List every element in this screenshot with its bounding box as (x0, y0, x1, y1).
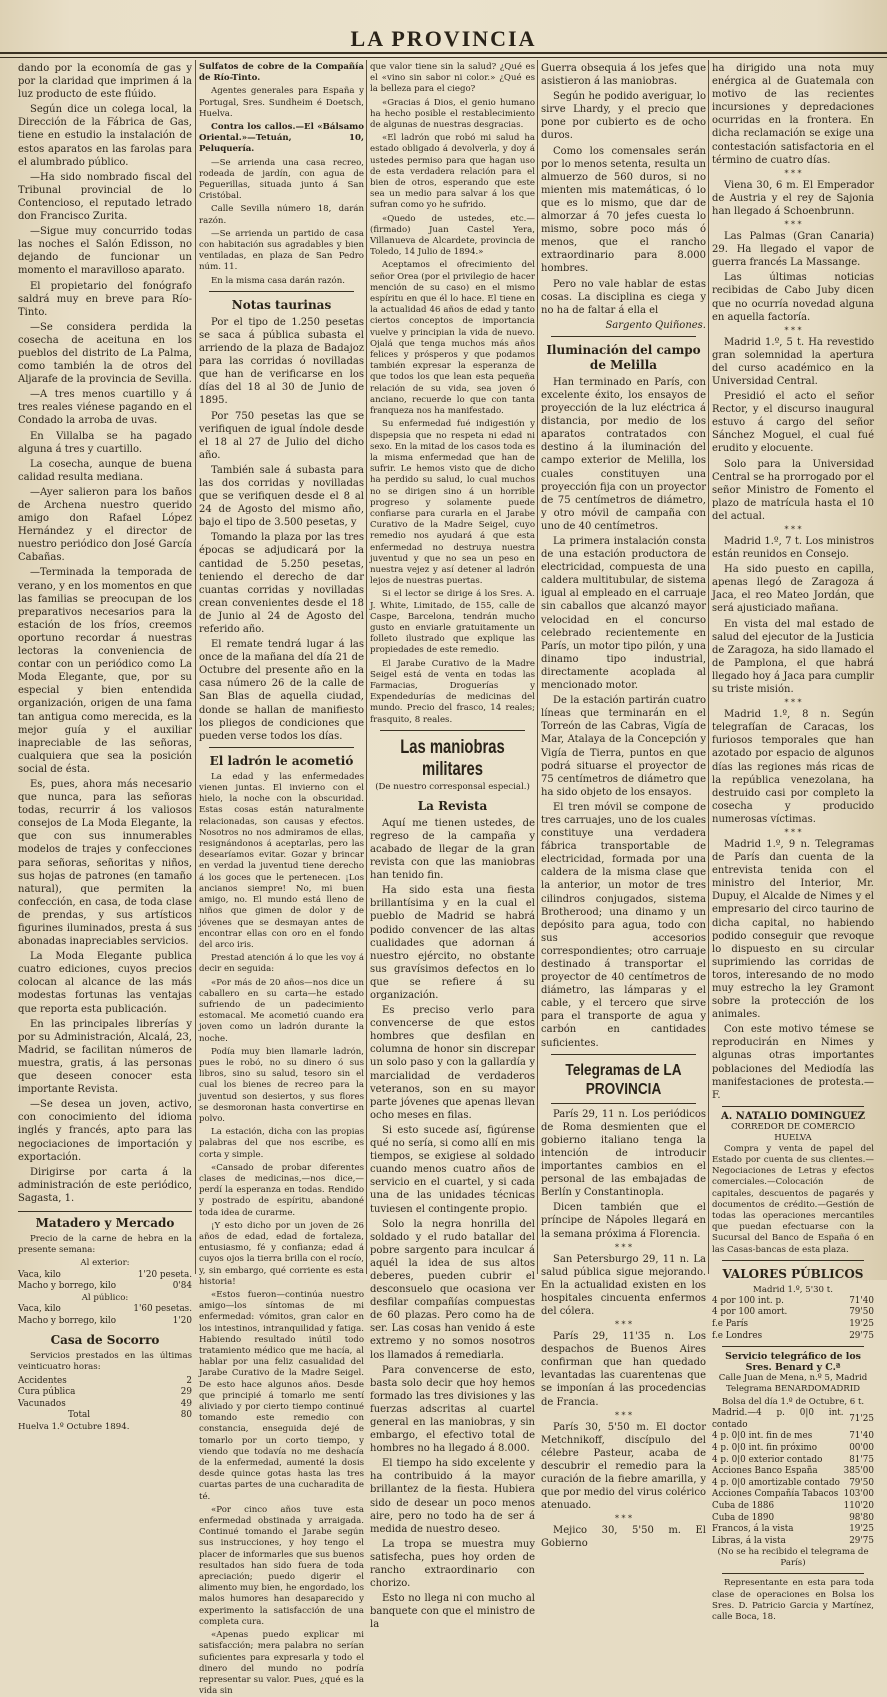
masthead-rule (0, 57, 887, 58)
advert: —Se arrienda una casa recreo, rodeada de jardín, con agua de Peguerillas, situada junto á San Cristóbal. (199, 157, 364, 202)
paragraph: Madrid 1.º, 7 t. Los ministros están reunidos en Consejo. (712, 536, 874, 561)
table-row (712, 1331, 874, 1343)
table-cell: 4 p. 0|0 int. fin próximo (712, 1443, 818, 1454)
table-cell: 19'25 (849, 1319, 874, 1330)
masthead (0, 22, 887, 54)
table-cell: Vaca, kilo (18, 1303, 61, 1314)
paragraph: «El ladrón que robó mi salud ha estado obligado á devolverla, y doy á ustedes permiso para que hagan uso de esta verdadera relación para el bien de otros, esperando que este sea un medio para salvar á los que sufran como yo he sufrido. (370, 133, 535, 211)
table-cell: 4 p. 0|0 int. fin de mes (712, 1431, 813, 1442)
advert: Calle Sevilla número 18, darán razón. (199, 204, 364, 226)
column-separator (537, 60, 538, 1274)
table-cell: Macho y borrego, kilo (18, 1281, 117, 1292)
paragraph: Su enfermedad fué indigestión y dispepsia que no respeta ni edad ni sexo. En la mitad de los casos toda es la misma enfermedad que han de sufrir. Le hemos visto que de dicho ha perdido su salud, lo cual muchos no se dirigen sino á un horrible progreso y solamente puede confiarse para curarla en el Jarabe Curativo de la Madre Seigel, cuyo remedio nos ayudará á que esta enfermedad no destruya nuestra juventud y que no sea un peso en nuestra vejez y así detener al ladrón lejos de nuestras puertas. (370, 419, 535, 587)
paragraph: «Estos fueron—continúa nuestro amigo—los síntomas de mi enfermedad: vómitos, gran calor en los intestinos, intranquilidad y fatiga. Habiendo resultado inútil todo tratamiento médico que me hacía, al hablar por una feliz casualidad del Jarabe Curativo de la Madre Seigel. De esto hace algunos años. Desde que principié á tomarlo me sentí aliviado y por cierto tiempo continué tomando este remedio con constancia, enseguida dejé de tomarlo por un corto tiempo, y viendo que todavía no me deshacía de la enfermedad, aumenté la dosis desde quince gotas hasta las tres cuartas partes de una cucharadita de té. (199, 1290, 364, 1502)
table-cell: 110'20 (843, 1501, 874, 1511)
paragraph: «Cansado de probar diferentes clases de medicinas,—nos dice,—perdí la esperanza en todas. Rendido y postrado de espíritu, abandoné toda idea de curarme. (199, 1162, 364, 1218)
table-cell: 385'00 (843, 1466, 874, 1477)
table-cell: 71'25 (849, 1414, 874, 1425)
section-heading: Servicio telegráfico de los Sres. Benard y C.ª (725, 1351, 861, 1374)
paragraph: Si esto sucede así, figúrense qué no sería, si como allí en mis tiempos, se exigiese al soldado cuando menos cuatro años de servicio en el cuartel, y si cada una de las unidades técnicas tuviesen el contingente propio. (370, 1124, 535, 1215)
paragraph: El propietario del fonógrafo saldrá muy en breve para Río-Tinto. (18, 280, 192, 318)
paragraph: En vista del mal estado de salud del ejecutor de la Justicia de Zaragoza, ha sido llamado el de Pamplona, el que habrá llegado hoy á Jaca para cumplir su triste misión. (712, 618, 874, 696)
table-row (712, 1524, 874, 1536)
separator-stars: * * * (614, 1320, 633, 1330)
section-heading: Notas taurinas (231, 297, 332, 312)
paragraph: En las principales librerías y por su Administración, Alcalá, 23, Madrid, se facilitan números de muestra, gratis, á las personas que deseen conocer esta importante Revista. (18, 1018, 192, 1096)
subheading: Al público: (81, 1292, 129, 1303)
divider (551, 1054, 696, 1055)
stats-table (18, 1376, 192, 1422)
table-row (712, 1501, 874, 1513)
paragraph: Las Palmas (Gran Canaria) 29. Ha llegado el vapor de guerra francés La Massange. (712, 231, 874, 269)
table-cell: 0'84 (172, 1281, 192, 1292)
separator-stars: * * * (784, 698, 802, 708)
divider (551, 336, 696, 337)
table-row (712, 1466, 874, 1478)
column-1 (18, 62, 192, 1432)
table-cell: 103'00 (843, 1489, 874, 1500)
paragraph: El Jarabe Curativo de la Madre Seigel está de venta en todas las Farmacias, Droguerías y Expendedurías de medicinas del mundo. Precio del frasco, 14 reales; frasquito, 8 reales. (370, 658, 535, 725)
paragraph: Es preciso verlo para convencerse de que estos hombres que desfilan en columna de honor sin discrepar un solo paso y con la gallardía y marcialidad de verdaderos veteranos, son en su mayor parte jóvenes que apenas llevan ocho meses en filas. (370, 1005, 535, 1121)
divider (722, 1106, 864, 1107)
subheading: La Revista (417, 798, 488, 813)
table-cell: 29'75 (849, 1330, 874, 1341)
table-cell: 29 (180, 1387, 192, 1398)
advert: En la misma casa darán razón. (211, 275, 345, 286)
paragraph: Es, pues, ahora más necesario que nunca, para las señoras todas, recurrir á los valiosos consejos de La Moda Elegante, la que con sus innumerables modelos de trajes y confecciones para señoras, señoritas y niños, sus hojas de patrones (en tamaño natural), que permiten la confección, en casa, de toda clase de prendas, y sus artísticos figurines iluminados, presta á sus abonadas inapreciables servicios. (18, 778, 192, 948)
advert: Agentes generales para España y Portugal, Sres. Sundheim é Doetsch, Huelva. (199, 86, 364, 119)
paragraph: La primera instalación consta de una estación productora de electricidad, compuesta de una caldera multitubular, de sistema igual al empleado en el carruaje sin caballos que alcanzó mayor velocidad en el concurso celebrado recientemente en París, un motor tipo pilón, y una dinamo tipo industrial, directamente acoplada al mencionado motor. (541, 536, 706, 692)
table-cell: Acciones Compañía Tabacos (712, 1489, 839, 1500)
section-heading: Matadero y Mercado (18, 1211, 192, 1231)
advert-title: CORREDOR DE COMERCIO (730, 1121, 856, 1132)
table-row (18, 1270, 192, 1282)
paragraph: También sale á subasta para las dos corridas y novilladas que se verifiquen desde el 8 al 24 de Agosto del mismo año, bajo el tipo de 3.500 pesetas, y (199, 464, 364, 529)
column-4 (541, 62, 706, 1550)
paragraph: —Se desea un joven, activo, con conocimiento del idioma inglés y francés, apto para las negociaciones de importación y exportación. (18, 1099, 192, 1163)
divider (722, 1346, 864, 1347)
table-cell: Francos, á la vista (712, 1524, 794, 1535)
table-cell: 00'00 (849, 1443, 874, 1454)
paragraph: Aceptamos el ofrecimiento del señor Orea (por el privilegio de hacer mención de su caso) en el mismo espíritu en que él lo hace. El tiene en la actualidad 46 años de edad y tanto ciertos conceptos de importancia vuelve y principian la vida de nuevo. Ojalá que tenga muchos más años felices y prósperos y que podamos también expresar la esperanza de que todos los que lean esta pequeña relación de su vida, sea joven ó anciano, recuerde lo que con tanta franqueza nos ha manifestado. (370, 260, 535, 417)
table-row (18, 1281, 192, 1293)
table-row (712, 1443, 874, 1455)
separator-stars: * * * (784, 827, 802, 837)
separator-stars: * * * (784, 168, 802, 178)
paragraph: Madrid 1.º, 8 n. Según telegrafían de Caracas, los furiosos temporales que han azotado por espacio de algunos días las regiones más ricas de la república venezolana, ha destruido casi por completo la cosecha y producido numerosas víctimas. (712, 709, 874, 825)
paragraph: Aquí me tienen ustedes, de regreso de la campaña y acabado de llegar de la gran revista con que las maniobras han tenido fin. (370, 817, 535, 882)
paragraph: Solo la negra honrilla del soldado y el rudo batallar del pobre sargento para inculcar á aquél la idea de sus altos deberes, pueden cubrir el desconsuelo que ocasiona ver desfilar compañías compuestas de 60 plazas. Pero como ha de ser. Las cosas han venido á este extremo y no somos nosotros los llamados á remediarla. (370, 1218, 535, 1361)
column-2 (199, 62, 364, 1697)
paragraph: Pero no vale hablar de estas cosas. La disciplina es ciega y no ha de faltar á ella el (541, 278, 706, 316)
paragraph: Servicios prestados en las últimas veinticuatro horas: (18, 1351, 192, 1373)
paragraph: Según he podido averiguar, lo sirve Lhardy, y el precio que pone por cubierto es de ocho duros. (541, 91, 706, 142)
divider (722, 1573, 864, 1574)
table-row (712, 1431, 874, 1443)
table-cell: 49 (180, 1398, 192, 1409)
section-heading: Las maniobras militares (400, 736, 505, 780)
paragraph: ¡Y esto dicho por un joven de 26 años de edad, edad de fortaleza, entusiasmo, fé y confianza; edad á cuyos ojos la tierra brilla con el rocío, y, sin embargo, qué corriente es esta historia! (199, 1220, 364, 1287)
table-cell: Macho y borrego, kilo (18, 1315, 117, 1326)
table-cell: Vaca, kilo (18, 1269, 61, 1280)
column-separator (195, 60, 196, 1274)
service-telegram: Telegrama BENARDOMADRID (725, 1384, 861, 1395)
table-cell: 4 p. 0|0 exterior contado (712, 1454, 823, 1465)
table-row (712, 1408, 874, 1431)
paragraph: Mejico 30, 5'50 m. El Gobierno (541, 1525, 706, 1550)
paragraph: dando por la economía de gas y por la claridad que imprimen á la luz producto de este flúido. (18, 63, 192, 101)
divider (551, 1103, 696, 1104)
separator-stars: * * * (784, 525, 802, 534)
paragraph: La tropa se muestra muy satisfecha, pues hoy orden de rancho extraordinario con chorizo. (370, 1538, 535, 1590)
table-cell: 29'75 (849, 1535, 874, 1546)
section-heading: Casa de Socorro (50, 1333, 160, 1348)
paragraph: De la estación partirán cuatro líneas que terminarán en el Torreón de las Cabras, Vigía de Mar, Atalaya de la Concepción y Vigía de Tierra, puntos en que podrá situarse el proyector de 75 centímetros de diámetro que ha sido objeto de los ensayos. (541, 695, 706, 798)
paragraph: Por el tipo de 1.250 pesetas se saca á pública subasta el arriendo de la plaza de Badajoz para las corridas ó novilladas que han de verificarse en los días del 18 al 30 de Junio de 1895. (199, 316, 364, 407)
paragraph: Ha sido puesto en capilla, apenas llegó de Zaragoza á Jaca, el reo Mateo Jordán, que será ajusticiado mañana. (712, 564, 874, 615)
valores-date: Madrid 1.º, 5'30 t. (753, 1284, 833, 1295)
paragraph: —Ayer salieron para los baños de Archena nuestro querido amigo don Rafael López Hernández y el director de nuestro periódico don José García Cabañas. (18, 486, 192, 564)
paragraph: La cosecha, aunque de buena calidad resulta mediana. (18, 458, 192, 483)
table-cell: 1'60 pesetas. (133, 1303, 192, 1314)
paragraph: Dicen también que el príncipe de Nápoles llegará en la semana próxima á Florencia. (541, 1202, 706, 1240)
paragraph: Para convencerse de esto, basta solo decir que hoy hemos formado las tres divisiones y las fuerzas adscritas al cuartel general en las maniobras, y sin embargo, el efectivo total de hombres no ha llegado á 8.000. (370, 1364, 535, 1455)
table-row (712, 1513, 874, 1525)
service-address: Calle Juan de Mena, n.º 5, Madrid (718, 1373, 868, 1384)
dateline: Huelva 1.º Octubre 1894. (18, 1421, 130, 1432)
paragraph: El tren móvil se compone de tres carruajes, uno de los cuales constituye una verdadera fábrica transportable de electricidad, formada por una caldera de la misma clase que la anterior, un motor de tres cilindros conjugados, sistema Brotherood; una dinamo y un depósito para agua, todo con sus accesorios correspondientes; otro carruaje destinado á transportar el proyector de 40 centímetros de diámetro, las lámparas y el cable, y el tercero que sirve para el transporte de agua y carbón en cantidades suficientes. (541, 801, 706, 1049)
table-cell: 71'40 (849, 1295, 874, 1306)
paragraph: París 30, 5'50 m. El doctor Metchnikoff, discípulo del célebre Pasteur, acaba de descubrir el remedio para la curación de la fiebre amarilla, y que por medio del virus colérico atenuado. (541, 1421, 706, 1512)
table-cell: 4 p. 0|0 amortizable contado (712, 1477, 840, 1488)
table-row (712, 1296, 874, 1308)
table-row (18, 1376, 192, 1388)
divider (380, 730, 525, 731)
table-cell: Libras, á la vista (712, 1535, 786, 1546)
paragraph: Prestad atención á lo que les voy á decir en seguida: (199, 953, 364, 975)
price-table (18, 1304, 192, 1327)
table-cell: 1'20 (172, 1315, 192, 1326)
paragraph: «Gracias á Dios, el genio humano ha hecho posible el restablecimiento de algunas de nuestras desgracias. (370, 97, 535, 131)
advert-city: HUELVA (774, 1132, 812, 1143)
paragraph: Tomando la plaza por las tres épocas se adjudicará por la cantidad de 5.250 pesetas, teniendo el derecho de dar cuantas corridas y novilladas crean convenientes desde el 18 de Junio al 24 de Agosto del referido año. (199, 532, 364, 636)
column-5 (712, 62, 874, 1622)
paragraph: Presidió el acto el señor Rector, y el discurso inaugural estuvo á cargo del señor Sánchez Moguel, el cual fué erudito y elocuente. (712, 391, 874, 455)
table-cell: 4 por 100 int. p. (712, 1295, 784, 1306)
separator-stars: * * * (784, 325, 802, 335)
divider (209, 747, 354, 748)
column-3 (370, 62, 535, 1631)
separator-stars: * * * (614, 1242, 633, 1252)
divider (209, 291, 354, 292)
paragraph: —Se considera perdida la cosecha de aceituna en los pueblos del distrito de La Palma, como también la de otros del Aljarafe de la provincia de Sevilla. (18, 321, 192, 386)
separator-stars: * * * (614, 1410, 633, 1420)
section-heading: VALORES PÚBLICOS (722, 1266, 864, 1281)
paragraph: Si el lector se dirige á los Sres. A. J. White, Limitado, de 155, calle de Caspe, Barcelona, tendrán mucho gusto en enviarle gratuitamente un folleto ilustrado que explique las propiedades de este remedio. (370, 589, 535, 656)
paragraph: Solo para la Universidad Central se ha prorrogado por el señor Ministro de Fomento el plazo de matrícula hasta el 10 del actual. (712, 458, 874, 522)
paragraph: «Quedo de ustedes, etc.—(firmado) Juan Castel Yera, Villanueva de Alcardete, provincia de Toledo, 14 Julio de 1894.» (370, 213, 535, 258)
paragraph: Viena 30, 6 m. El Emperador de Austria y el rey de Sajonia han llegado á Schoenbrunn. (712, 179, 874, 217)
paragraph: Como los comensales serán por lo menos setenta, resulta un almuerzo de 560 duros, si no mienten mis matemáticas, ó lo que es lo mismo, que dar de almorzar á 70 jefes cuesta lo mismo, sobre poco más ó menos, que el rancho extraordinario para 8.000 hombres. (541, 145, 706, 275)
paragraph: ha dirigido una nota muy enérgica al de Guatemala con motivo de las recientes incursiones y depredaciones ocurridas en la frontera. En dicha reclamación se exige una contestación satisfactoria en el término de cuatro días. (712, 63, 874, 166)
paragraph: En Villalba se ha pagado alguna á tres y cuartillo. (18, 430, 192, 455)
table-row (712, 1319, 874, 1331)
paragraph: Ha sido esta una fiesta brillantísima y en la cual el pueblo de Madrid se habrá podido convencer de las altas cualidades que adornan á nuestro ejército, no obstante sus gravísimos defectos en lo que se refiere á su organización. (370, 885, 535, 1001)
table-cell: Madrid.—4 p. 0|0 int. contado (712, 1408, 844, 1430)
paragraph: Las últimas noticias recibidas de Cabo Juby dicen que no ocurría novedad alguna en aquella factoría. (712, 272, 874, 323)
paragraph: Madrid 1.º, 5 t. Ha revestido gran solemnidad la apertura del curso académico en la Universidad Central. (712, 336, 874, 387)
table-cell: 80 (180, 1410, 192, 1421)
paragraph: Precio de la carne de hebra en la presente semana: (18, 1233, 192, 1256)
table-row (712, 1478, 874, 1490)
divider (722, 1260, 864, 1261)
paragraph: París 29, 11 n. Los periódicos de Roma desmienten que el gobierno italiano tenga la intención de introducir importantes cambios en el personal de las embajadas de Berlín y Constantinopla. (541, 1108, 706, 1199)
bolsa-table (712, 1408, 874, 1547)
table-row (18, 1399, 192, 1411)
paragraph: Han terminado en París, con excelente éxito, los ensayos de proyección de la luz eléctrica á distancia, por medio de los aparatos contratados con destino á la iluminación del campo exterior de Melilla, los cuales constituyen una proyección fija con un proyector de 75 centímetros de diámetro, y otro móvil de campaña con uno de 40 centímetros. (541, 376, 706, 532)
paragraph: —A tres menos cuartillo y á tres reales viénese pagando en el Condado la arroba de uvas. (18, 389, 192, 427)
separator-stars: * * * (784, 220, 802, 230)
paragraph: «Apenas puedo explicar mi satisfacción; mera palabra no serían suficientes para expresarla y todo el dinero del mundo no podría representar su valor. Pues, ¿qué es la vida sin (199, 1630, 364, 1697)
paragraph: París 29, 11'35 n. Los despachos de Buenos Aires confirman que han quedado levantadas las cuarentenas que se imponían á las procedencias de Francia. (541, 1331, 706, 1408)
section-heading: El ladrón le acometió (209, 753, 354, 768)
paragraph: Guerra obsequia á los jefes que asistieron á las maniobras. (541, 63, 706, 88)
subheading: Al exterior: (80, 1258, 130, 1269)
table-cell: 1'20 peseta. (137, 1269, 192, 1280)
paragraph: que valor tiene sin la salud? ¿Qué es el «vino sin sabor ni color.» ¿Qué es la belleza para el ciego? (370, 62, 535, 95)
table-cell: Acciones Banco España (712, 1466, 818, 1477)
paragraph: Dirigirse por carta á la administración de este periódico, Sagasta, 1. (18, 1166, 192, 1204)
advert: Contra los callos.—El «Bálsamo Oriental.»—Tetuán, 10, Peluquería. (199, 122, 364, 155)
advert: Sulfatos de cobre de la Compañía de Río-Tinto. (199, 62, 364, 84)
separator-stars: * * * (614, 1514, 633, 1524)
paragraph: San Petersburgo 29, 11 n. La salud pública sigue mejorando. En la actualidad existen en los hospitales cincuenta enfermos del cólera. (541, 1253, 706, 1317)
paragraph: Esto no llega ni con mucho al banquete con que el ministro de la (370, 1593, 535, 1631)
paragraph: Por 750 pesetas las que se verifiquen de igual índole desde el 18 al 27 de Julio del dicho año. (199, 410, 364, 461)
paragraph: La estación, dicha con las propias palabras del que nos escribe, es corta y simple. (199, 1127, 364, 1160)
advert: —Se arrienda un partido de casa con habitación sus agradables y bien ventiladas, en plaza de San Pedro núm. 11. (199, 228, 364, 273)
table-cell: f.e Londres (712, 1330, 763, 1341)
table-cell: 2 (186, 1375, 192, 1386)
paragraph: Podía muy bien llamarle ladrón, pues le robó, no su dinero ó sus libros, sino su salud, tesoro sin el cual los bienes de recreo para la juventud son desiertos, y sus flores se desmoronan hasta convertirse en polvo. (199, 1046, 364, 1124)
paragraph: Con este motivo témese se reproducirán en Nimes y algunas otras importantes poblaciones del Mediodía las manifestaciones de protesta.—F. (712, 1024, 874, 1101)
table-cell: Cuba de 1890 (712, 1512, 775, 1523)
table-cell: 79'50 (849, 1307, 874, 1318)
paragraph: —Terminada la temporada de verano, y en los momentos en que las familias se preocupan de los preparativos necesarios para la estación de los fríos, creemos oportuno recordar á nuestras lectoras la conveniencia de contar con un periódico como La Moda Elegante, que, por su especial y bien entendida organización, origen de una fama tan antigua como merecida, es la mejor guía y el auxiliar inapreciable de las señoras, cualquiera que sea la posición social de ésta. (18, 567, 192, 775)
table-row (712, 1455, 874, 1467)
table-cell: Total (68, 1410, 91, 1421)
table-cell: 19'25 (849, 1524, 874, 1535)
price-table (18, 1270, 192, 1293)
section-heading: Telegramas de LA PROVINCIA (565, 1061, 682, 1098)
signature: Sargento Quiñones. (605, 319, 706, 331)
paragraph: «Por cinco años tuve esta enfermedad obstinada y arraigada. Continué tomando el Jarabe según sus instrucciones, y hoy tengo el placer de informarles que sus buenos resultados han sido fuera de toda apreciación; puedo digerir el alimento muy bien, he engordado, los malos humores han desaparecido y experimento la satisfacción de una completa cura. (199, 1504, 364, 1627)
column-separator (366, 60, 367, 1274)
paragraph: «Por más de 20 años—nos dice un caballero en su carta—he estado sufriendo de un padecimiento estomacal. Me acometió cuando era joven como un ladrón durante la noche. (199, 977, 364, 1044)
paragraph: La Moda Elegante publica cuatro ediciones, cuyos precios colocan al alcance de las más modestas fortunas las ventajas que reporta esta publicación. (18, 951, 192, 1015)
paragraph: —Sigue muy concurrido todas las noches el Salón Edisson, no dejando de funcionar un momento el maravilloso aparato. (18, 226, 192, 277)
table-cell: Cura pública (18, 1387, 76, 1398)
section-heading: Iluminación del campo de Melilla (546, 342, 701, 372)
bolsa-heading: Bolsa del día 1.º de Octubre, 6 t. (721, 1397, 865, 1408)
table-row (712, 1307, 874, 1319)
paragraph: El remate tendrá lugar á las once de la mañana del día 21 de Octubre del presente año en la casa número 26 de la calle de San Blas de aquella ciudad, donde se hallan de manifiesto los pliegos de condiciones que pueden verse todos los días. (199, 639, 364, 742)
paragraph: Según dice un colega local, la Dirección de la Fábrica de Gas, tiene en estudio la instalación de estos aparatos en las farolas para el alumbrado público. (18, 104, 192, 168)
valores-table (712, 1296, 874, 1342)
byline: (De nuestro corresponsal especial.) (375, 781, 530, 792)
table-row (712, 1536, 874, 1548)
table-cell: 71'40 (849, 1431, 874, 1442)
table-row (712, 1489, 874, 1501)
advert-body: Compra y venta de papel del Estado por cuenta de sus clientes.—Negociaciones de Letras y efectos comerciales.—Colocación de capitales, descuentos de pagarés y documentos de crédito.—Gestión de todas las operaciones mercantiles que puedan efectuarse con la Sucursal del Banco de España ó en las Casas-bancas de esta plaza. (712, 1143, 874, 1255)
table-cell: Vacunados (18, 1398, 66, 1409)
table-cell: 81'75 (849, 1454, 874, 1465)
table-cell: 4 por 100 amort. (712, 1307, 788, 1318)
advert-name: A. NATALIO DOMINGUEZ (720, 1110, 866, 1122)
table-cell: f.e París (712, 1319, 749, 1330)
newspaper-title: LA PROVINCIA (350, 26, 537, 51)
table-row (18, 1304, 192, 1316)
paragraph: —Ha sido nombrado fiscal del Tribunal provincial de lo Contencioso, el reputado letrado don Francisco Zurita. (18, 171, 192, 223)
table-row (18, 1410, 192, 1422)
table-row (18, 1387, 192, 1399)
paragraph: El tiempo ha sido excelente y ha contribuido á la mayor brillantez de la fiesta. Hubiera sido de desear un poco menos aire, pero no todo ha de ser á medida de nuestro deseo. (370, 1458, 535, 1535)
bolsa-note: (No se ha recibido el telegrama de París) (717, 1547, 869, 1569)
table-cell: Cuba de 1886 (712, 1501, 775, 1511)
paragraph: Madrid 1.º, 9 n. Telegramas de París dan cuenta de la entrevista tenida con el ministro del Interior, Mr. Dupuy, el Alcalde de Nimes y el empresario del circo taurino de dicha capital, no habiendo podido conseguir que revoque lo dispuesto en su circular suprimiendo las corridas de toros, interesando de no modo muy estrecho la ley Gramont sobre la protección de los animales. (712, 838, 874, 1021)
table-cell: 98'80 (849, 1512, 874, 1523)
table-cell: 79'50 (849, 1477, 874, 1488)
paragraph: La edad y las enfermedades vienen juntas. El invierno con el hielo, la noche con la obscuridad. Estas cosas están naturalmente relacionadas, son causas y efectos. Nosotros no nos admiramos de ellas, resignándonos á aceptarlas, pero las desearíamos evitar. Gozar y brincar en verdad la juventud tiene derecho á los goces que le pertenecen. ¡Los ancianos siempre! No, mi buen amigo, no. El mundo está lleno de niños que gimen de dolor y de jóvenes que se desmayan antes de encontrar ellas con oro en el fondo del arco iris. (199, 771, 364, 950)
column-separator (708, 60, 709, 1274)
table-cell: Accidentes (18, 1375, 67, 1386)
table-row (18, 1316, 192, 1328)
advert: Representante en esta para toda clase de operaciones en Bolsa los Sres. D. Patricio Garcia y Martínez, calle Boca, 18. (712, 1578, 874, 1622)
